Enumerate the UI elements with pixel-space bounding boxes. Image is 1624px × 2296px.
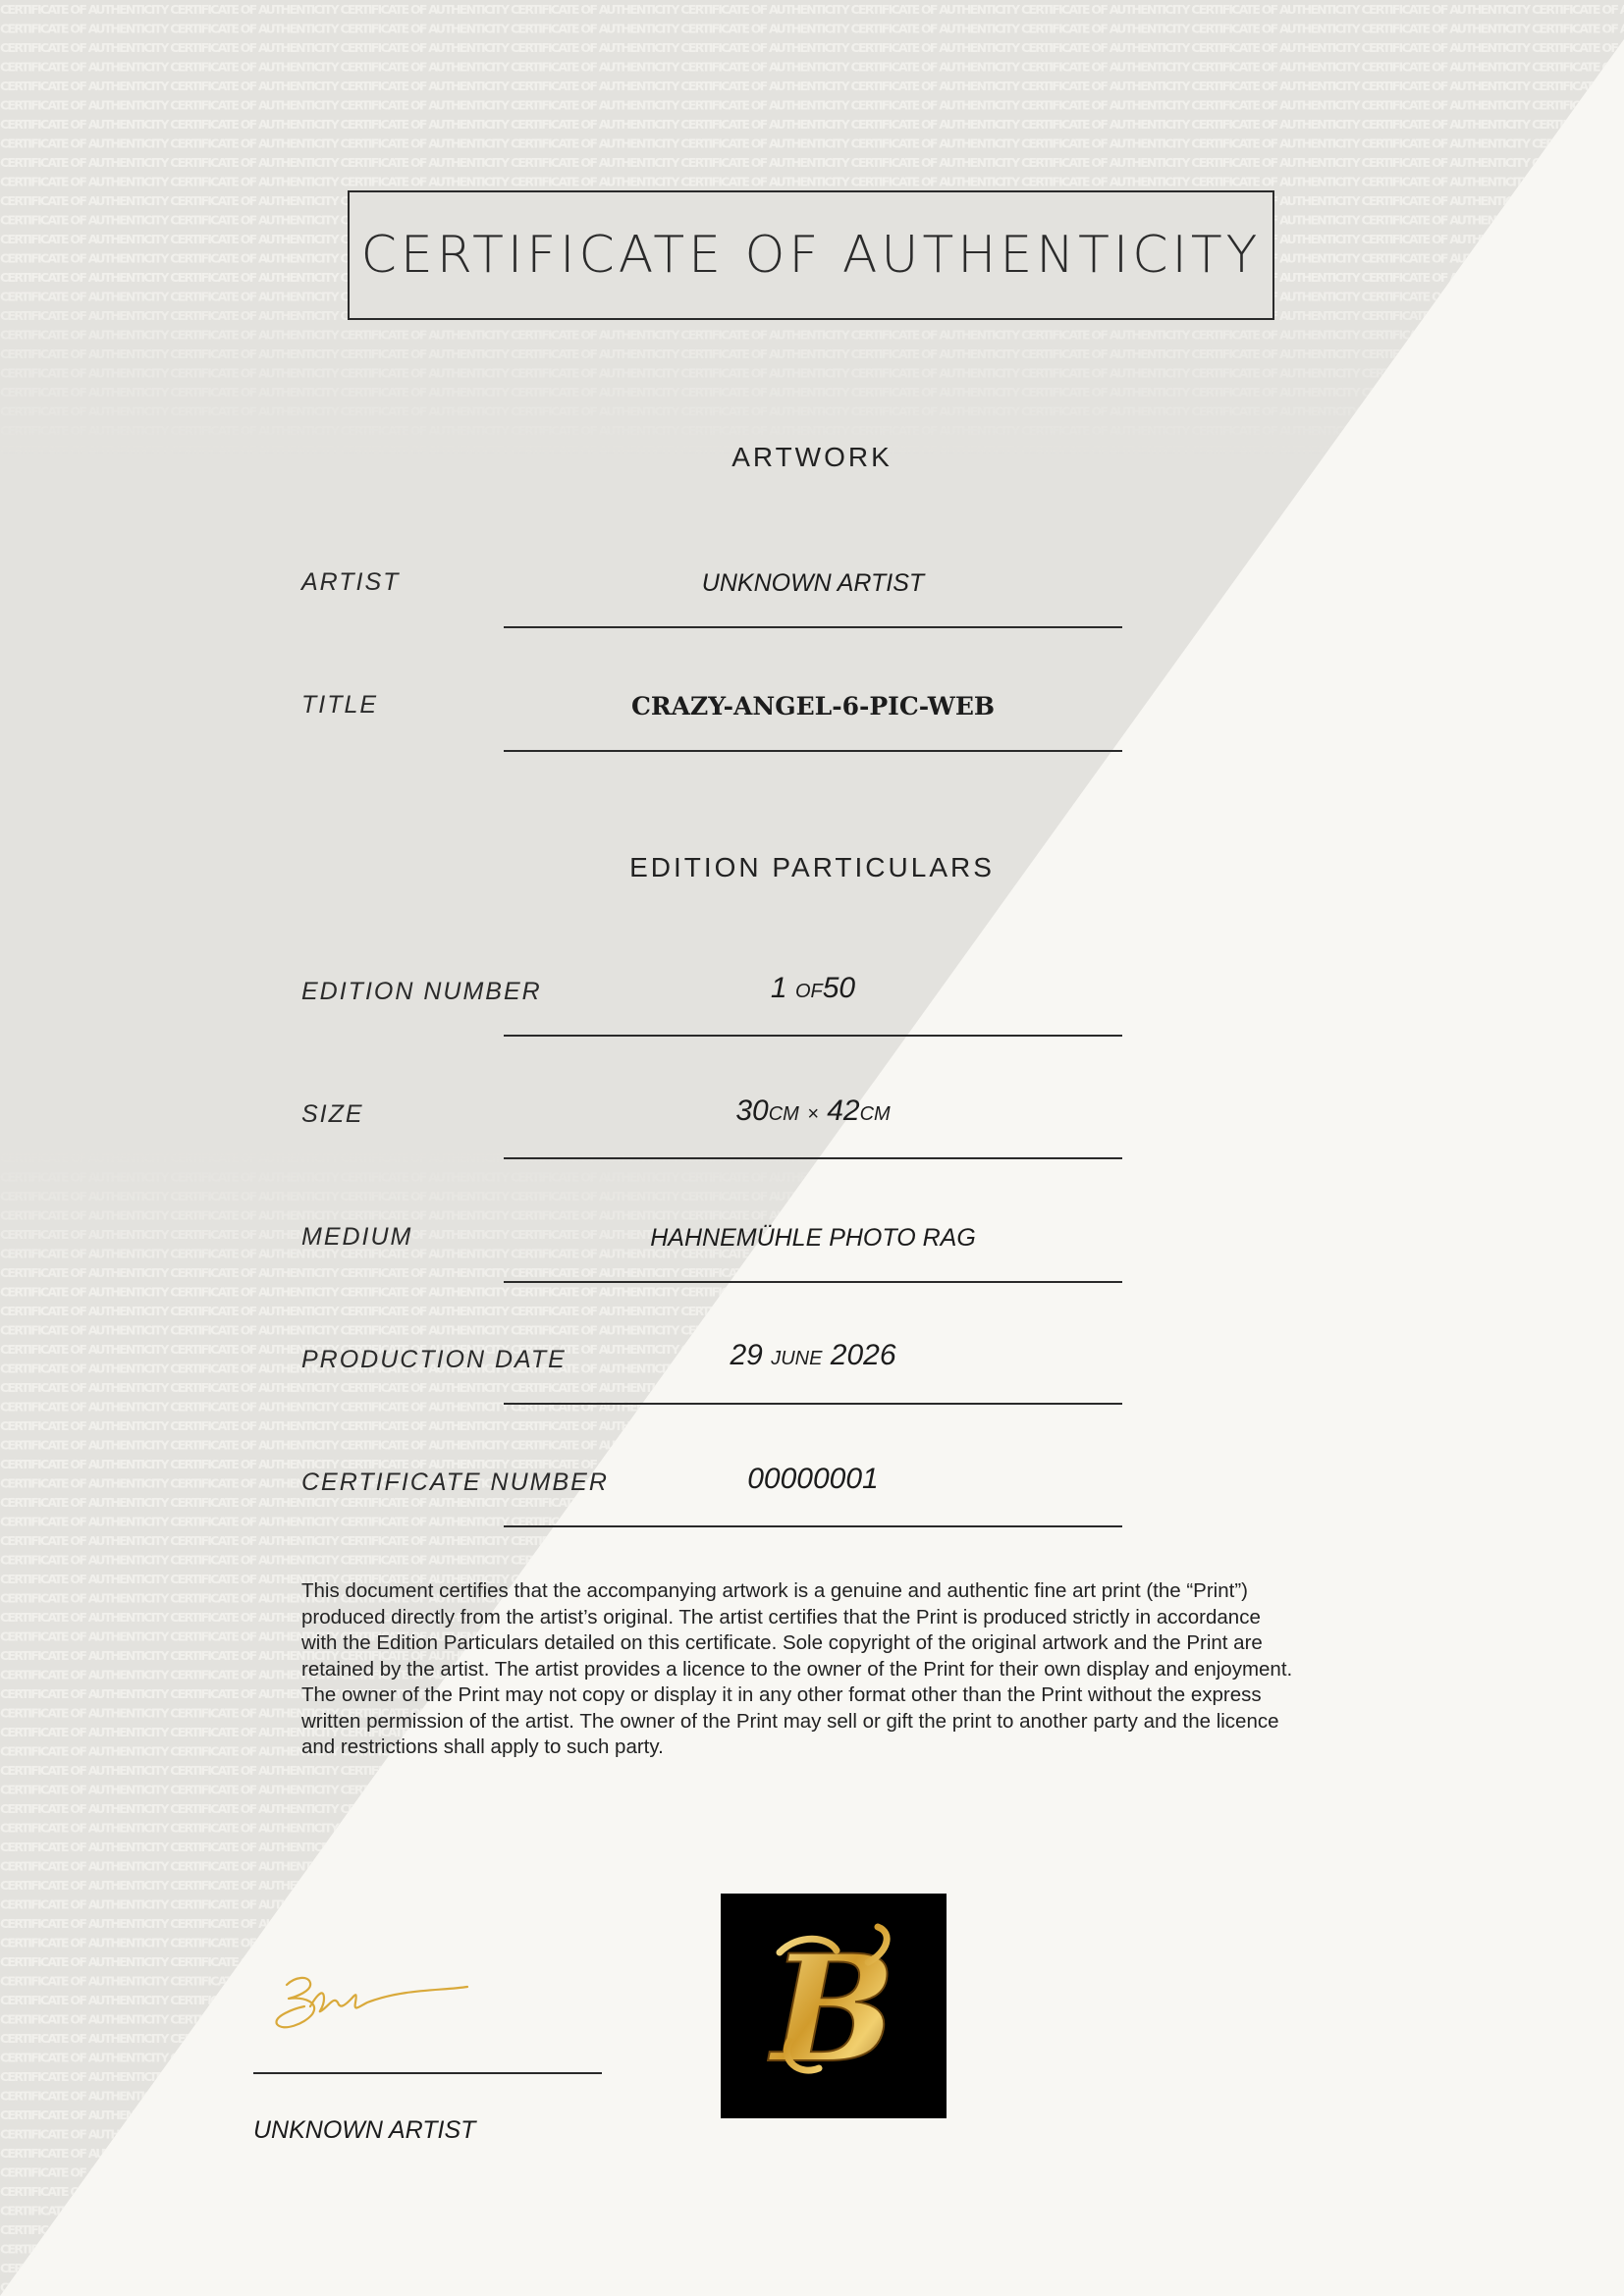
- signature-line: [253, 2072, 602, 2074]
- certificate-number-value: 00000001: [747, 1463, 879, 1495]
- edition-of: OF: [794, 981, 823, 1002]
- certificate-number-label: CERTIFICATE NUMBER: [301, 1468, 609, 1496]
- medium-value: HAHNEMÜHLE PHOTO RAG: [650, 1224, 976, 1252]
- svg-text:B: B: [771, 1923, 896, 2096]
- edition-number: 1: [770, 972, 787, 1004]
- certification-statement: This document certifies that the accompanying artwork is a genuine and authentic fine art print (the “Print”) produced directly from the artist’s original. The artist certifies that the Print is produced strictly in accordance with the Edition Particulars detailed on this certificate. Sole copyright of the original artwork and the Print are retained by the artist. The artist provides a licence to the owner of the Print for their own display and enjoyment. The owner of the Print may not copy or display it in any other format other than the Print without the express written permission of the artist. The owner of the Print may sell or gift the print to another party and the licence and restrictions shall apply to such party.: [301, 1579, 1293, 1758]
- size-rule: [504, 1157, 1122, 1159]
- title-label: TITLE: [301, 691, 379, 719]
- size-value: [504, 1095, 1122, 1128]
- production-date-rule: [504, 1403, 1122, 1405]
- signature-image: [265, 1963, 471, 2052]
- medium-label: MEDIUM: [301, 1223, 413, 1251]
- certificate-title: CERTIFICATE OF AUTHENTICITY: [348, 190, 1274, 320]
- size-sep: ×: [807, 1103, 819, 1125]
- production-date-value: [504, 1339, 1122, 1372]
- size-label: SIZE: [301, 1100, 364, 1128]
- artwork-heading: ARTWORK: [731, 442, 893, 472]
- artist-label: ARTIST: [301, 568, 401, 596]
- size-unit-h: CM: [859, 1103, 891, 1125]
- edition-total: 50: [822, 972, 856, 1004]
- edition-number-rule: [504, 1035, 1122, 1037]
- edition-heading: EDITION PARTICULARS: [629, 852, 995, 882]
- edition-number-label: EDITION NUMBER: [301, 978, 542, 1005]
- date-day: 29: [730, 1339, 763, 1371]
- medium-rule: [504, 1281, 1122, 1283]
- size-width: 30: [735, 1095, 769, 1127]
- title-rule: [504, 750, 1122, 752]
- certificate-number-rule: [504, 1525, 1122, 1527]
- edition-number-value: [504, 972, 1122, 1005]
- size-height: 42: [827, 1095, 860, 1127]
- size-unit-w: CM: [768, 1103, 799, 1125]
- signature-name: UNKNOWN ARTIST: [253, 2116, 476, 2144]
- monogram-seal: [721, 1894, 947, 2118]
- artist-rule: [504, 626, 1122, 628]
- artist-value: UNKNOWN ARTIST: [701, 569, 925, 597]
- production-date-label: PRODUCTION DATE: [301, 1346, 567, 1373]
- title-value: CRAZY-ANGEL-6-PIC-WEB: [630, 692, 996, 721]
- date-year: 2026: [830, 1339, 896, 1371]
- monogram-seal-icon: [721, 1894, 947, 2118]
- date-month: JUNE: [771, 1348, 823, 1369]
